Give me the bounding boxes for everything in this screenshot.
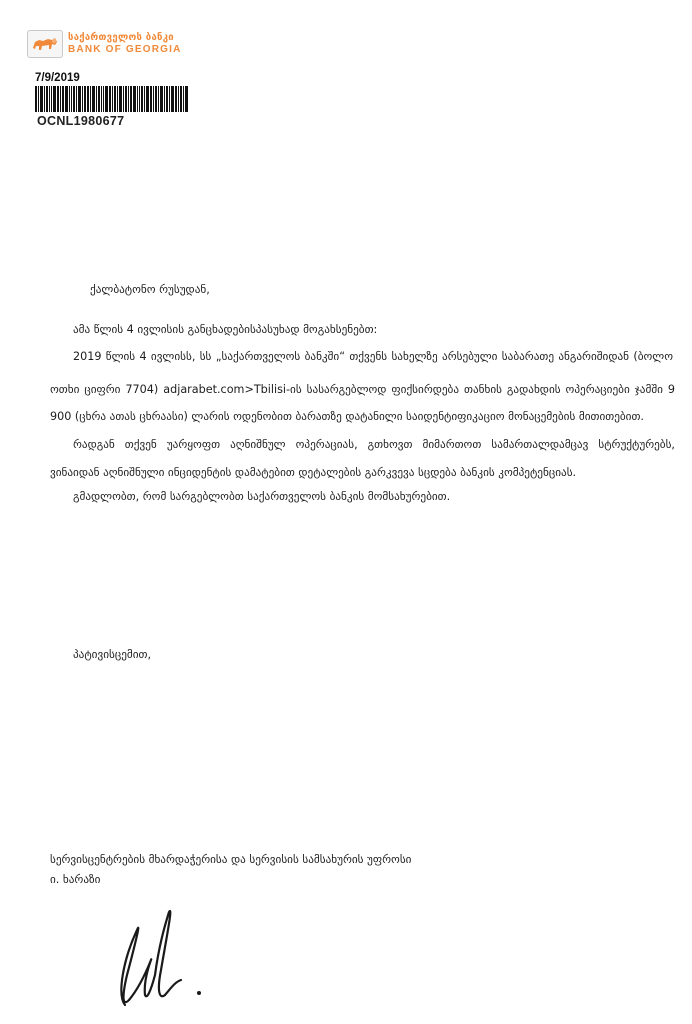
paragraph1-line2: ოთხი ციფრი 7704) adjarabet.com>Tbilisi-ის სასარგებლოდ ფიქსირდება თანხის გადახდის ოპერაციები ჯამში 9 bbox=[50, 383, 675, 396]
paragraph1-line3: 900 (ცხრა ათას ცხრაასი) ლარის ოდენობით ბარათზე დატანილი საიდენტიფიკაციო მონაცემების მითითებით. bbox=[50, 410, 644, 423]
document-code: OCNL1980677 bbox=[37, 114, 125, 128]
logo-english-name: BANK OF GEORGIA bbox=[68, 44, 182, 56]
letter-date: 7/9/2019 bbox=[35, 72, 80, 84]
signatory-name: ი. ხარაზი bbox=[50, 873, 101, 886]
intro-line: ამა წლის 4 ივლისის განცხადებისპასუხად მოგახსენებთ: bbox=[73, 323, 378, 336]
lion-icon bbox=[27, 30, 63, 58]
paragraph2-line2: ვინაიდან აღნიშნული ინციდენტის დამატებით დეტალების გარკვევა სცდება ბანკის კომპეტენციას. bbox=[50, 466, 577, 479]
handwritten-signature-icon bbox=[95, 900, 215, 1020]
signatory-title: სერვისცენტრების მხარდაჭერისა და სერვისის სამსახურის უფროსი bbox=[50, 853, 412, 866]
paragraph2-line1: რადგან თქვენ უარყოფთ აღნიშნულ ოპერაციას, გთხოვთ მიმართოთ სამართალდამცავ სტრუქტურებს, bbox=[73, 438, 675, 451]
closing: პატივისცემით, bbox=[73, 648, 152, 661]
logo-georgian-name: საქართველოს ბანკი bbox=[68, 31, 174, 43]
bank-logo bbox=[27, 30, 207, 58]
paragraph1-line1: 2019 წლის 4 ივლისს, სს „საქართველოს ბანკში“ თქვენს სახელზე არსებული საბარათე ანგარიშიდან (ბოლო bbox=[73, 350, 673, 363]
thanks-line: გმადლობთ, რომ სარგებლობთ საქართველოს ბანკის მომსახურებით. bbox=[73, 490, 451, 503]
barcode-icon bbox=[35, 86, 225, 112]
salutation: ქალბატონო რუსუდან, bbox=[90, 283, 210, 296]
